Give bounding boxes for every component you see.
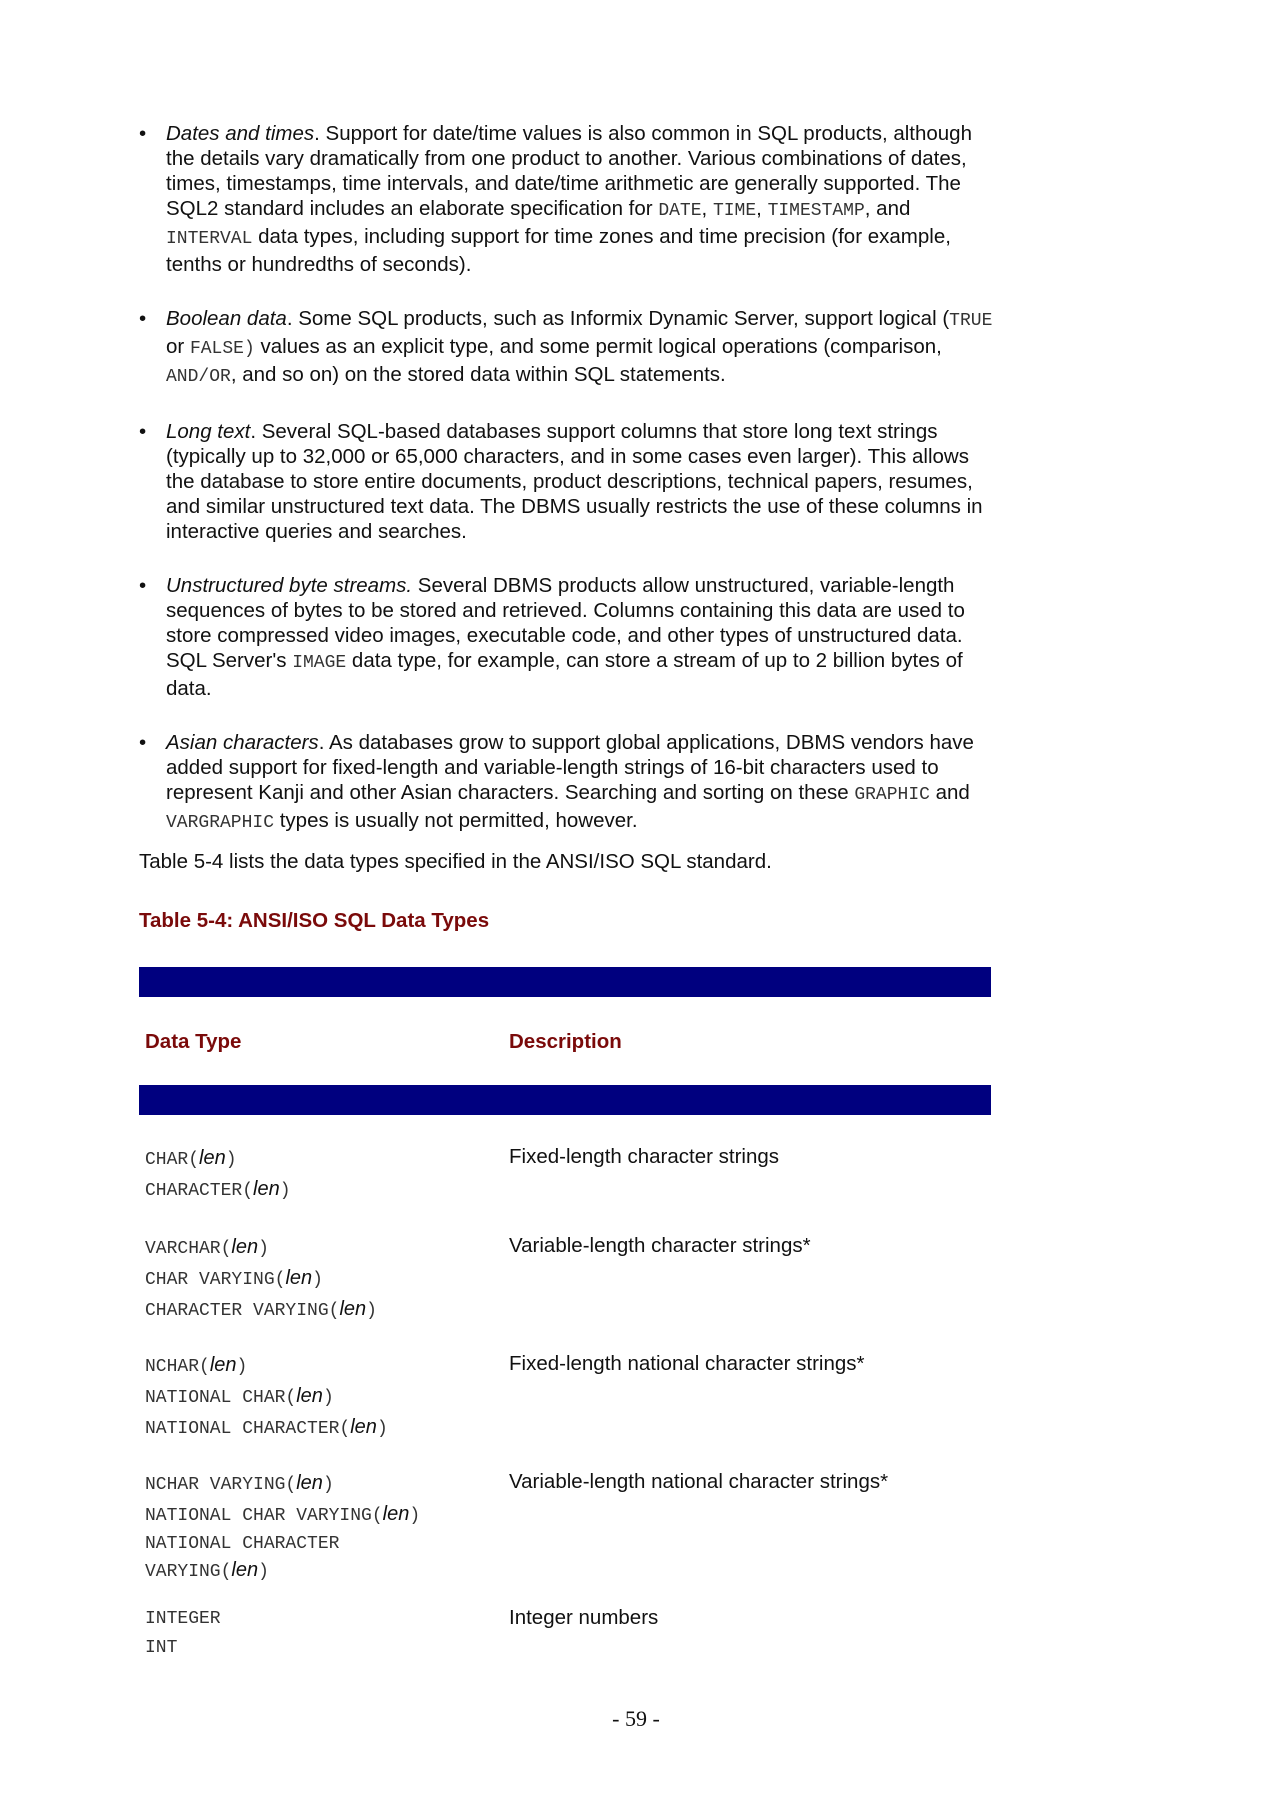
data-types-table [139,967,991,1665]
bullet-title: Dates and times [166,122,315,145]
bullet-list [139,121,999,865]
bullet-dates-and-times: • Dates and times. Support for date/time values is also common in SQL products, although the details vary dramatically from one product to another. Various combinations of dates, times, timestamps, time intervals, and date/time arithmetic are generally supported. The SQL2 standard includes an elaborate specification for DATE, TIME, TIMESTAMP, and INTERVAL data types, including support for time zones and time precision (for example, tenths or hundredths of seconds). [139,122,972,276]
table-row [139,1351,991,1469]
bullet-long-text: • Long text. Several SQL-based databases support columns that store long text strings (typically up to 32,000 or 65,000 characters, and in some cases even larger). This allows the database to store entire documents, product descriptions, technical papers, resumes, and similar unstructured text data. The DBMS usually restricts the use of these columns in interactive queries and searches. [139,420,983,543]
table-header-band-bottom [139,1085,991,1115]
data-type-cell: NCHAR VARYING(len) NATIONAL CHAR VARYING(len) NATIONAL CHARACTER VARYING(len) [145,1472,421,1582]
bullet-title: Unstructured byte streams. [166,574,413,597]
column-header-data-type: Data Type [145,1029,242,1053]
description-cell: Variable-length character strings* [509,1234,811,1257]
bullet-symbol: • [139,307,147,330]
data-type-cell: INTEGER INT [145,1609,221,1658]
table-caption: Table 5-4: ANSI/ISO SQL Data Types [139,909,490,932]
bullet-symbol: • [139,731,147,754]
description-cell: Fixed-length national character strings* [509,1352,865,1375]
table-row [139,1605,991,1665]
table-row [139,1233,991,1351]
column-header-description: Description [509,1029,622,1053]
description-cell: Fixed-length character strings [509,1145,780,1168]
page-number: - 59 - [612,1706,660,1731]
bullet-symbol: • [139,122,147,145]
bullet-title: Asian characters [166,731,319,754]
table-row [139,1469,991,1605]
table-row [139,1144,991,1233]
data-type-cell: NCHAR(len) NATIONAL CHAR(len) NATIONAL CHARACTER(len) [145,1354,388,1439]
table-header-row [139,997,991,1085]
bullet-boolean-data: • Boolean data. Some SQL products, such as Informix Dynamic Server, support logical (TRUE or FALSE) values as an explicit type, and some permit logical operations (comparison, AND/OR, and so on) on the stored data within SQL statements. [139,307,993,387]
intro-paragraph: Table 5-4 lists the data types specified in the ANSI/ISO SQL standard. [139,850,772,873]
description-cell: Integer numbers [509,1606,659,1629]
bullet-title: Long text [166,420,251,443]
bullet-unstructured-byte-streams: • Unstructured byte streams. Several DBMS products allow unstructured, variable-length sequences of bytes to be stored and retrieved. Columns containing this data are used to store compressed video images, executable code, and other types of unstructured data. SQL Server's IMAGE data type, for example, can store a stream of up to 2 billion bytes of data. [139,574,965,700]
data-type-cell: VARCHAR(len) CHAR VARYING(len) CHARACTER VARYING(len) [145,1236,377,1321]
bullet-title: Boolean data [166,307,287,330]
bullet-symbol: • [139,574,147,597]
description-cell: Variable-length national character strings* [509,1470,889,1493]
table-header-band-top [139,967,991,997]
data-type-cell: CHAR(len) CHARACTER(len) [145,1147,291,1201]
bullet-symbol: • [139,420,147,443]
bullet-asian-characters: • Asian characters. As databases grow to support global applications, DBMS vendors have added support for fixed-length and variable-length strings of 16-bit characters used to represent Kanji and other Asian characters. Searching and sorting on these GRAPHIC and VARGRAPHIC types is usually not permitted, however. [139,731,974,833]
